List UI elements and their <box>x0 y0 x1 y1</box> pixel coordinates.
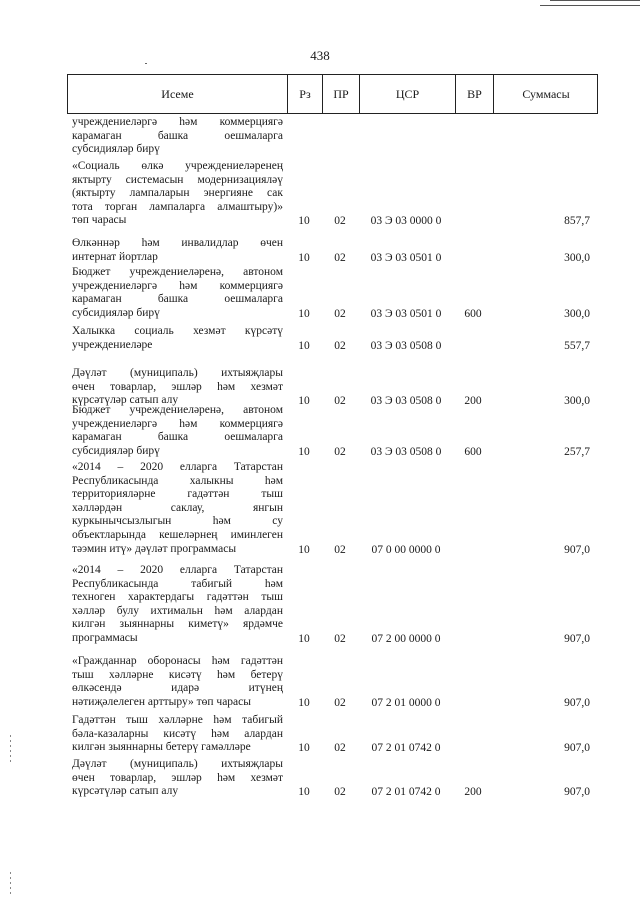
row-name-line: «Гражданнар оборонасы һәм гадәттән <box>72 655 283 667</box>
row-name-line: учреждениеләргә һәм коммерциягә <box>72 279 283 292</box>
row-rz: 10 <box>298 339 310 352</box>
row-name-line: «2014 – 2020 елларга Татарстан <box>72 461 283 473</box>
row-name <box>72 116 283 157</box>
row-csr: 07 2 01 0742 0 <box>371 786 441 799</box>
row-name-line: өчен товарлар, эшләр һәм хезмәт <box>72 380 283 393</box>
row-name-line: учреждениеләргә һәм коммерциягә <box>72 417 283 430</box>
row-name-line: нәтиҗәлелеген арттыру» төп чарасы <box>72 695 251 708</box>
header-rz: Рз <box>299 86 311 101</box>
row-name-line: тыш хәлләрне кисәтү һәм бетерү <box>72 668 283 681</box>
row-csr: 03 Э 03 0501 0 <box>370 307 442 320</box>
row-name-line: хәлләрдән саклау, янгын <box>72 501 283 514</box>
row-csr: 03 Э 03 0508 0 <box>370 395 442 408</box>
row-name-line: учреждениеләре <box>72 338 153 351</box>
row-name-line: карамаган башка оешмаларга <box>72 129 283 142</box>
row-name-line: куркынычсызлыгын һәм су <box>72 515 283 528</box>
row-name-line: (яктырту лампаларын энергияне сак <box>72 187 283 200</box>
row-name-line: тота торган лампаларга алмаштыру)» <box>72 200 283 213</box>
row-csr: 07 2 01 0000 0 <box>371 696 441 709</box>
row-name <box>72 160 283 228</box>
row-sum: 300,0 <box>564 307 590 320</box>
header-vr: ВР <box>467 86 482 101</box>
row-pr: 02 <box>334 339 346 352</box>
margin-mark <box>10 735 12 765</box>
row-name <box>72 266 283 320</box>
row-name-line: тәэмин итү» дәүләт программасы <box>72 542 237 555</box>
row-name <box>72 714 283 755</box>
row-name <box>72 461 283 556</box>
row-rz: 10 <box>298 307 310 320</box>
row-rz: 10 <box>298 696 310 709</box>
row-name-line: хәлләр булу ихтимальн һәм алардан <box>72 604 283 617</box>
row-name-line: субсидияләр бирү <box>72 444 160 457</box>
row-name-line: «Социаль өлкә учреждениеләренең <box>72 160 283 172</box>
row-name-line: күрсәтүләр сатып алу <box>72 785 179 798</box>
row-name-line: Халыкка социаль хезмәт күрсәтү <box>72 325 283 337</box>
row-rz: 10 <box>298 742 310 755</box>
row-name-line: техноген характердагы гадәттән тыш <box>72 591 283 604</box>
row-rz: 10 <box>298 445 310 458</box>
page-number: 438 <box>310 48 330 63</box>
row-vr: 200 <box>464 786 482 799</box>
row-sum: 907,0 <box>564 696 590 709</box>
row-sum: 907,0 <box>564 786 590 799</box>
row-name-line: килгән зыяннарны киметү» ярдәмче <box>72 618 283 631</box>
row-rz: 10 <box>298 215 310 228</box>
row-name <box>72 655 283 709</box>
scan-dot <box>145 63 147 64</box>
row-name-line: объектларында кешеләрнең иминлеген <box>72 528 283 541</box>
margin-mark <box>10 872 12 897</box>
row-sum: 300,0 <box>564 251 590 264</box>
row-name-line: төп чарасы <box>72 214 127 227</box>
header-pr: ПР <box>333 86 349 101</box>
row-name-line: Республикасында табигый һәм <box>72 577 283 590</box>
row-pr: 02 <box>334 445 346 458</box>
row-name-line: өчен товарлар, эшләр һәм хезмәт <box>72 771 283 784</box>
row-pr: 02 <box>334 742 346 755</box>
row-sum: 300,0 <box>564 395 590 408</box>
row-vr: 200 <box>464 395 482 408</box>
row-sum: 907,0 <box>564 543 590 556</box>
row-sum: 907,0 <box>564 742 590 755</box>
header-csr: ЦСР <box>395 86 420 101</box>
header-name: Исеме <box>161 86 194 101</box>
row-name-line: «2014 – 2020 елларга Татарстан <box>72 564 283 576</box>
row-rz: 10 <box>298 786 310 799</box>
row-name-line: карамаган башка оешмаларга <box>72 293 283 306</box>
row-csr: 07 2 01 0742 0 <box>371 742 441 755</box>
row-csr: 03 Э 03 0508 0 <box>370 339 442 352</box>
row-pr: 02 <box>334 786 346 799</box>
row-name-line: программасы <box>72 631 138 644</box>
row-name-line: Бюджет учреждениеләренә, автоном <box>72 404 283 416</box>
row-name-line: өлкәсендә идарә итүнең <box>72 682 283 695</box>
row-name-line: бәла-казаларны кисәтү һәм алардан <box>72 727 283 740</box>
row-sum: 557,7 <box>564 339 590 352</box>
row-name-line: килгән зыяннарны бетерү гамәлләре <box>72 741 251 754</box>
row-name-line: Өлкәннәр һәм инвалидлар өчен <box>72 237 283 249</box>
row-rz: 10 <box>298 395 310 408</box>
row-pr: 02 <box>334 633 346 645</box>
row-name <box>72 564 283 646</box>
row-pr: 02 <box>334 251 346 264</box>
row-pr: 02 <box>334 696 346 709</box>
row-pr: 02 <box>334 395 346 408</box>
row-name <box>72 325 283 352</box>
row-name-line: Дәүләт (муниципаль) ихтыяҗлары <box>72 758 283 770</box>
row-name-line: субсидияләр бирү <box>72 306 160 319</box>
row-name-line: Республикасында халыкны һәм <box>72 474 283 487</box>
header-sum: Суммасы <box>522 86 570 101</box>
row-name <box>72 367 283 408</box>
row-vr: 600 <box>464 307 482 320</box>
row-csr: 03 Э 03 0501 0 <box>370 251 442 264</box>
row-pr: 02 <box>334 307 346 320</box>
row-name-line: карамаган башка оешмаларга <box>72 431 283 444</box>
table-header <box>67 74 598 114</box>
row-rz: 10 <box>298 251 310 264</box>
row-sum: 257,7 <box>564 445 590 458</box>
row-csr: 07 2 00 0000 0 <box>371 633 441 645</box>
row-name <box>72 237 283 264</box>
row-name <box>72 758 283 799</box>
row-name-line: интернат йортлар <box>72 250 158 263</box>
row-sum: 907,0 <box>564 633 590 645</box>
row-name <box>72 404 283 458</box>
row-csr: 03 Э 03 0000 0 <box>370 215 442 228</box>
row-name-line: учреждениеләргә һәм коммерциягә <box>72 116 283 128</box>
row-pr: 02 <box>334 215 346 228</box>
row-csr: 03 Э 03 0508 0 <box>370 445 442 458</box>
row-sum: 857,7 <box>564 215 590 228</box>
row-rz: 10 <box>298 633 310 645</box>
row-name-line: Дәүләт (муниципаль) ихтыяҗлары <box>72 367 283 379</box>
row-name-line: территорияләрне гадәттән тыш <box>72 488 283 501</box>
row-name-line: Бюджет учреждениеләренә, автоном <box>72 266 283 278</box>
row-name-line: Гадәттән тыш хәлләрне һәм табигый <box>72 714 283 726</box>
row-name-line: күрсәтүләр сатып алу <box>72 394 179 407</box>
row-csr: 07 0 00 0000 0 <box>371 543 441 556</box>
row-vr: 600 <box>464 445 482 458</box>
row-name-line: субсидияләр бирү <box>72 143 160 156</box>
row-pr: 02 <box>334 543 346 556</box>
row-name-line: яктырту системасын модернизацияләү <box>72 173 283 186</box>
corner-scan-marks <box>540 0 640 10</box>
row-rz: 10 <box>298 543 310 556</box>
